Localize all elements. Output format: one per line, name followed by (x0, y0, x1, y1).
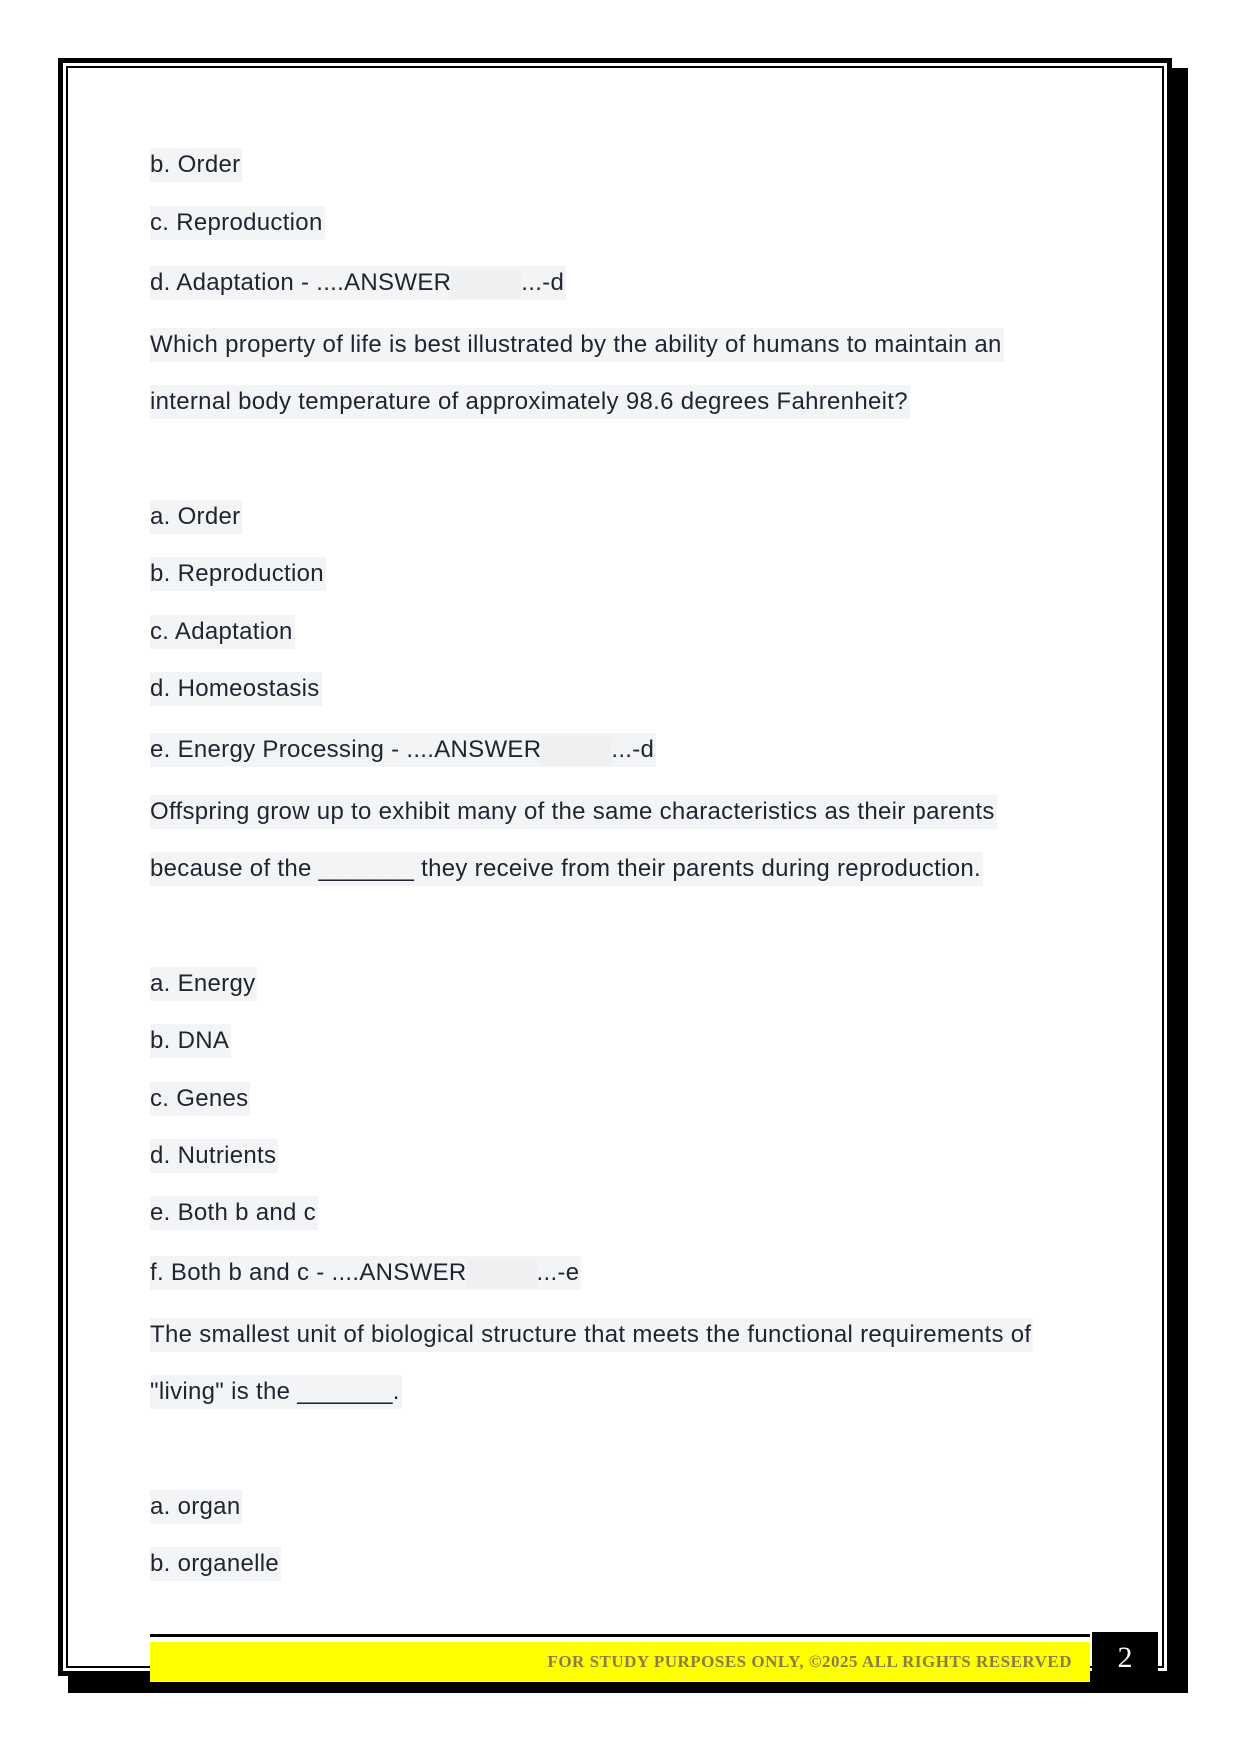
option-line: d. Nutrients (150, 1139, 278, 1173)
option-line: a. Energy (150, 967, 257, 1001)
page-number-box (1092, 1632, 1158, 1684)
option-line: c. Adaptation (150, 615, 295, 649)
footer-rule (150, 1634, 1090, 1637)
answer-line: f. Both b and c - ....ANSWER ...-e (150, 1256, 581, 1290)
option-line: b. Order (150, 148, 242, 182)
answer-line: e. Energy Processing - ....ANSWER ...-d (150, 733, 656, 767)
question-line: Offspring grow up to exhibit many of the same characteristics as their parents (150, 795, 997, 829)
answer-line: d. Adaptation - ....ANSWER ...-d (150, 266, 566, 300)
option-line: a. Order (150, 500, 242, 534)
answer-gap (451, 270, 521, 298)
option-line: e. Both b and c (150, 1196, 318, 1230)
option-line: d. Homeostasis (150, 672, 322, 706)
question-line: because of the _______ they receive from their parents during reproduction. (150, 852, 983, 886)
answer-gap (541, 737, 611, 765)
option-line: c. Reproduction (150, 206, 325, 240)
question-line: internal body temperature of approximately 98.6 degrees Fahrenheit? (150, 385, 910, 419)
footer-banner (150, 1642, 1090, 1682)
option-line: b. DNA (150, 1024, 231, 1058)
answer-gap (467, 1260, 537, 1288)
option-line: a. organ (150, 1490, 242, 1524)
option-line: b. Reproduction (150, 557, 326, 591)
question-line: Which property of life is best illustrated by the ability of humans to maintain an (150, 328, 1004, 362)
footer-copyright: FOR STUDY PURPOSES ONLY, ©2025 ALL RIGHTS RESERVED (547, 1652, 1072, 1671)
question-line: The smallest unit of biological structure that meets the functional requirements of (150, 1318, 1033, 1352)
option-line: c. Genes (150, 1082, 250, 1116)
option-line: b. organelle (150, 1547, 281, 1581)
question-line: "living" is the _______. (150, 1375, 402, 1409)
page-number: 2 (1117, 1641, 1133, 1674)
